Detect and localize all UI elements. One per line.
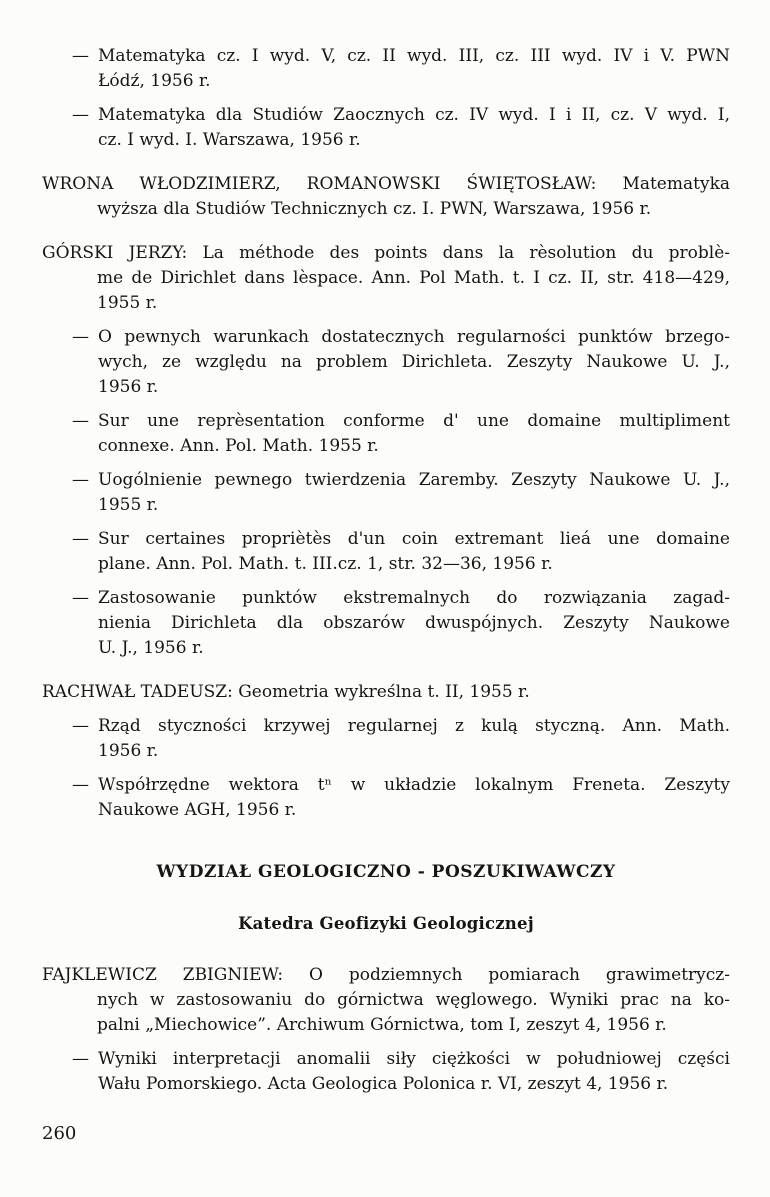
bibliography-section	[42, 860, 730, 1097]
entry-line: Zastosowanie punktów ekstremalnych do rozwiązania zagad-	[98, 588, 730, 608]
dash-bullet: —	[72, 775, 89, 795]
entry-line: Matematyka dla Studiów Zaocznych cz. IV wyd. I i II, cz. V wyd. I,	[98, 105, 730, 125]
entry-line: Uogólnienie pewnego twierdzenia Zaremby. Zeszyty Naukowe U. J.,	[98, 470, 730, 490]
dash-bullet: —	[72, 105, 89, 125]
entry-line: plane. Ann. Pol. Math. t. III.cz. 1, str. 32—36, 1956 r.	[98, 554, 553, 574]
entry-line: Współrzędne wektora tⁿ w układzie lokalnym Freneta. Zeszyty	[98, 775, 730, 795]
dash-bullet: —	[72, 529, 89, 549]
entry-line: FAJKLEWICZ ZBIGNIEW: O podziemnych pomiarach grawimetrycz-	[42, 965, 730, 985]
entry-line: U. J., 1956 r.	[98, 638, 204, 658]
entry-line: palni „Miechowice”. Archiwum Górnictwa, tom I, zeszyt 4, 1956 r.	[97, 1015, 667, 1035]
bibliography-entry	[42, 963, 730, 1038]
entry-line: Rząd styczności krzywej regularnej z kulą styczną. Ann. Math.	[98, 716, 730, 736]
page-number: 260	[42, 1123, 77, 1144]
entry-line: Sur certaines propriètès d'un coin extremant lieá une domaine	[98, 529, 730, 549]
bibliography	[42, 44, 730, 1097]
bibliography-entry	[42, 680, 730, 705]
entry-line: Matematyka cz. I wyd. V, cz. II wyd. III, cz. III wyd. IV i V. PWN	[98, 46, 730, 66]
section-heading: WYDZIAŁ GEOLOGICZNO - POSZUKIWAWCZY	[156, 862, 616, 882]
bibliography-entry	[42, 714, 730, 764]
entry-line: wych, ze względu na problem Dirichleta. Zeszyty Naukowe U. J.,	[98, 352, 730, 372]
entry-line: 1955 r.	[97, 293, 158, 313]
bibliography-entry	[42, 172, 730, 222]
entry-line: nienia Dirichleta dla obszarów dwuspójnych. Zeszyty Naukowe	[98, 613, 730, 633]
entry-line: 1956 r.	[98, 377, 159, 397]
entry-line: wyższa dla Studiów Technicznych cz. I. PWN, Warszawa, 1956 r.	[97, 199, 652, 219]
entry-line: Sur une reprèsentation conforme d' une domaine multipliment	[98, 411, 730, 431]
entry-line: RACHWAŁ TADEUSZ: Geometria wykreślna t. II, 1955 r.	[42, 682, 530, 702]
bibliography-entry	[42, 1047, 730, 1097]
entry-line: GÓRSKI JERZY: La méthode des points dans la rèsolution du problè-	[42, 243, 730, 263]
bibliography-entry	[42, 527, 730, 577]
bibliography-entry	[42, 325, 730, 400]
dash-bullet: —	[72, 1049, 89, 1069]
entry-line: O pewnych warunkach dostatecznych regularności punktów brzego-	[98, 327, 730, 347]
bibliography-entry	[42, 409, 730, 459]
entry-line: cz. I wyd. I. Warszawa, 1956 r.	[98, 130, 361, 150]
bibliography-entry	[42, 44, 730, 94]
bibliography-entry	[42, 468, 730, 518]
dash-bullet: —	[72, 327, 89, 347]
entry-line: me de Dirichlet dans lèspace. Ann. Pol Math. t. I cz. II, str. 418—429,	[97, 268, 730, 288]
bibliography-entry	[42, 586, 730, 661]
entry-line: 1956 r.	[98, 741, 159, 761]
dash-bullet: —	[72, 46, 89, 66]
entry-line: Naukowe AGH, 1956 r.	[98, 800, 297, 820]
bibliography-entry	[42, 773, 730, 823]
entry-line: WRONA WŁODZIMIERZ, ROMANOWSKI ŚWIĘTOSŁAW: Matematyka	[42, 174, 730, 194]
entry-line: Łódź, 1956 r.	[98, 71, 211, 91]
entry-line: nych w zastosowaniu do górnictwa węglowego. Wyniki prac na ko-	[97, 990, 730, 1010]
entry-line: Wału Pomorskiego. Acta Geologica Polonica r. VI, zeszyt 4, 1956 r.	[98, 1074, 669, 1094]
entry-line: Wyniki interpretacji anomalii siły ciężkości w południowej części	[98, 1049, 730, 1069]
dash-bullet: —	[72, 716, 89, 736]
dash-bullet: —	[72, 588, 89, 608]
bibliography-entry	[42, 241, 730, 316]
bibliography-section	[42, 44, 730, 823]
bibliography-entry	[42, 103, 730, 153]
dash-bullet: —	[72, 411, 89, 431]
dash-bullet: —	[72, 470, 89, 490]
entry-line: connexe. Ann. Pol. Math. 1955 r.	[98, 436, 379, 456]
entry-line: 1955 r.	[98, 495, 159, 515]
section-subheading: Katedra Geofizyki Geologicznej	[238, 914, 534, 933]
